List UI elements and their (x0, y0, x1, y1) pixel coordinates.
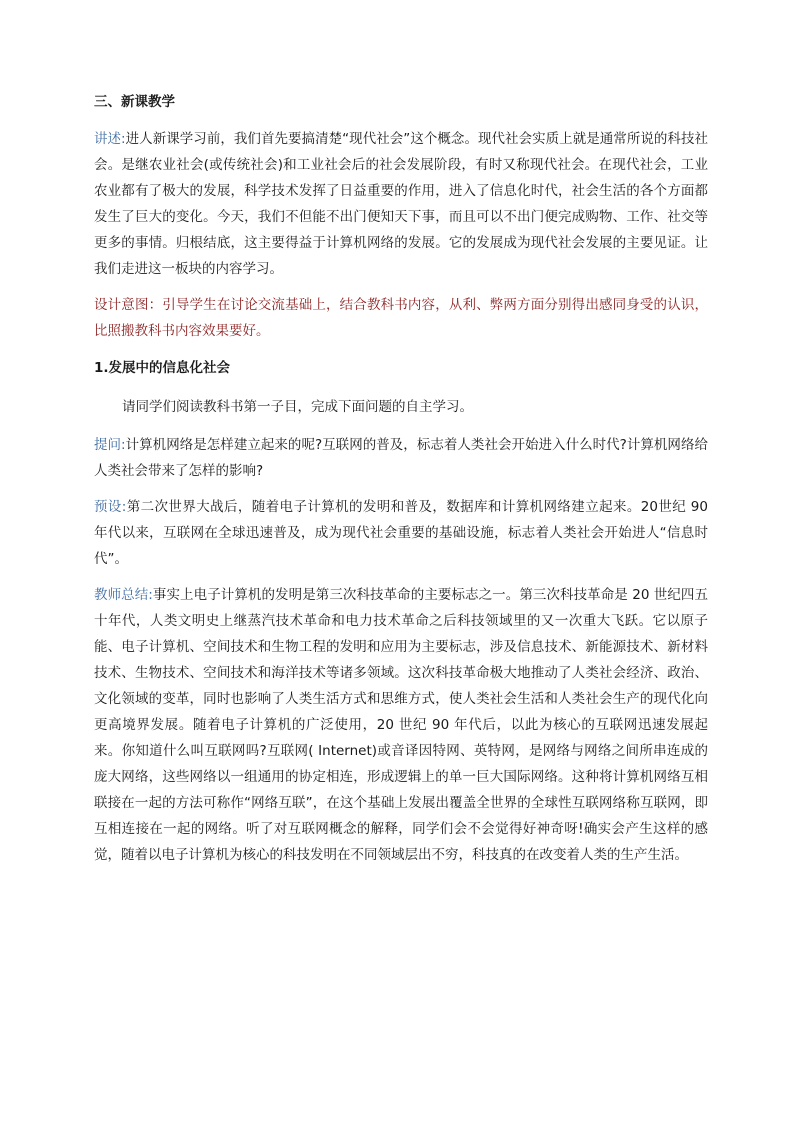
design-intent-paragraph: 设计意图：引导学生在讨论交流基础上，结合教科书内容，从利、弊两方面分别得出感同身受的认识，比照搬教科书内容效果要好。 (94, 297, 708, 339)
question-body: 计算机网络是怎样建立起来的呢?互联网的普及，标志着人类社会开始进入什么时代?计算机网络给人类社会带来了怎样的影响? (94, 437, 708, 479)
intro-paragraph (94, 126, 708, 282)
summary-label: 教师总结: (94, 587, 153, 603)
document-content (94, 92, 708, 868)
preset-label: 预设: (94, 499, 127, 515)
intro-body: 进人新课学习前，我们首先要搞清楚“现代社会”这个概念。现代社会实质上就是通常所说的科技社会。是继农业社会(或传统社会)和工业社会后的社会发展阶段，有时又称现代社会。在现代社会，工业农业都有了极大的发展，科学技术发挥了日益重要的作用，进入了信息化时代，社会生活的各个方面都发生了巨大的变化。今天，我们不但能不出门便知天下事，而且可以不出门便完成购物、工作、社交等更多的事情。归根结底，这主要得益于计算机网络的发展。它的发展成为现代社会发展的主要见证。让我们走进这一板块的内容学习。 (94, 131, 708, 277)
preset-body: 第二次世界大战后，随着电子计算机的发明和普及，数据库和计算机网络建立起来。20世纪 90 年代以来，互联网在全球迅速普及，成为现代社会重要的基础设施，标志着人类社会开始进人“信息时代”。 (94, 499, 708, 567)
question-label: 提问: (94, 437, 126, 453)
intro-label: 讲述: (94, 131, 126, 147)
question-paragraph (94, 432, 708, 484)
summary-paragraph (94, 582, 708, 868)
preset-paragraph (94, 494, 708, 572)
subsection-title: 1.发展中的信息化社会 (94, 360, 231, 376)
summary-body: 事实上电子计算机的发明是第三次科技革命的主要标志之一。第三次科技革命是 20 世纪四五十年代，人类文明史上继蒸汽技术革命和电力技术革命之后科技领域里的又一次重大飞跃。它以原子能、电子计算机、空间技术和生物工程的发明和应用为主要标志，涉及信息技术、新能源技术、新材料技术、生物技术、空间技术和海洋技术等诸多领域。这次科技革命极大地推动了人类社会经济、政治、文化领域的变革，同时也影响了人类生活方式和思维方式，使人类社会生活和人类社会生产的现代化向更高境界发展。随着电子计算机的广泛使用，20 世纪 90 年代后，以此为核心的互联网迅速发展起来。你知道什么叫互联网吗?互联网( Internet)或音译因特网、英特网，是网络与网络之间所串连成的庞大网络，这些网络以一组通用的协定相连，形成逻辑上的单一巨大国际网络。这种将计算机网络互相联接在一起的方法可称作“网络互联”，在这个基础上发展出覆盖全世界的全球性互联网络称互联网，即互相连接在一起的网络。听了对互联网概念的解释，同学们会不会觉得好神奇呀!确实会产生这样的感觉，随着以电子计算机为核心的科技发明在不同领域层出不穷，科技真的在改变着人类的生产生活。 (94, 587, 708, 863)
section-title: 三、新课教学 (94, 94, 175, 110)
instruction-paragraph: 请同学们阅读教科书第一子目，完成下面问题的自主学习。 (122, 399, 473, 415)
